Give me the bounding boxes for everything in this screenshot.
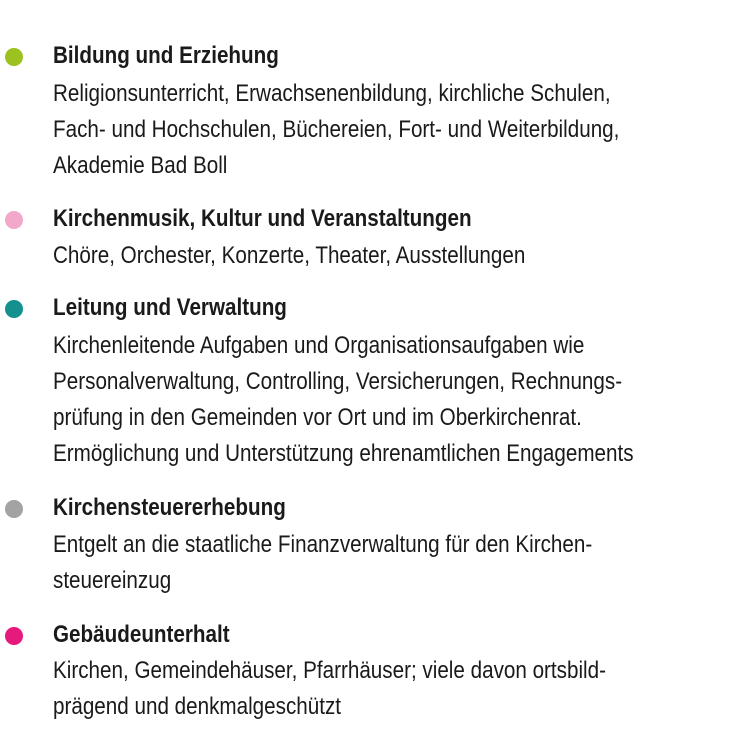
entry-title: Kirchensteuererhebung xyxy=(53,494,286,521)
entry-description-line: prägend und denkmalgeschützt xyxy=(53,693,342,720)
pink-bullet-icon xyxy=(5,211,23,229)
entry-title: Bildung und Erziehung xyxy=(53,42,279,69)
entry-title: Leitung und Verwaltung xyxy=(53,294,287,321)
entry-description-line: Ermöglichung und Unterstützung ehrenamtlichen Engagements xyxy=(53,440,634,467)
entry-description-line: Religionsunterricht, Erwachsenenbildung, kirchliche Schulen, xyxy=(53,80,611,107)
entry-description-line: Personalverwaltung, Controlling, Versicherungen, Rechnungs- xyxy=(53,368,623,395)
teal-bullet-icon xyxy=(5,300,23,318)
entry-description-line: Akademie Bad Boll xyxy=(53,152,228,179)
entry-description-line: Fach- und Hochschulen, Büchereien, Fort- und Weiterbildung, xyxy=(53,116,620,143)
entry-description-line: steuereinzug xyxy=(53,567,172,594)
green-bullet-icon xyxy=(5,48,23,66)
magenta-bullet-icon xyxy=(5,627,23,645)
entry-title: Gebäudeunterhalt xyxy=(53,621,230,648)
grey-bullet-icon xyxy=(5,500,23,518)
entry-title: Kirchenmusik, Kultur und Veranstaltungen xyxy=(53,205,472,232)
entry-description-line: Entgelt an die staatliche Finanzverwaltung für den Kirchen- xyxy=(53,531,593,558)
entry-description-line: Chöre, Orchester, Konzerte, Theater, Ausstellungen xyxy=(53,242,526,269)
entry-description-line: prüfung in den Gemeinden vor Ort und im Oberkirchenrat. xyxy=(53,404,582,431)
entry-description-line: Kirchenleitende Aufgaben und Organisationsaufgaben wie xyxy=(53,332,585,359)
entry-description-line: Kirchen, Gemeindehäuser, Pfarrhäuser; viele davon ortsbild- xyxy=(53,657,606,684)
